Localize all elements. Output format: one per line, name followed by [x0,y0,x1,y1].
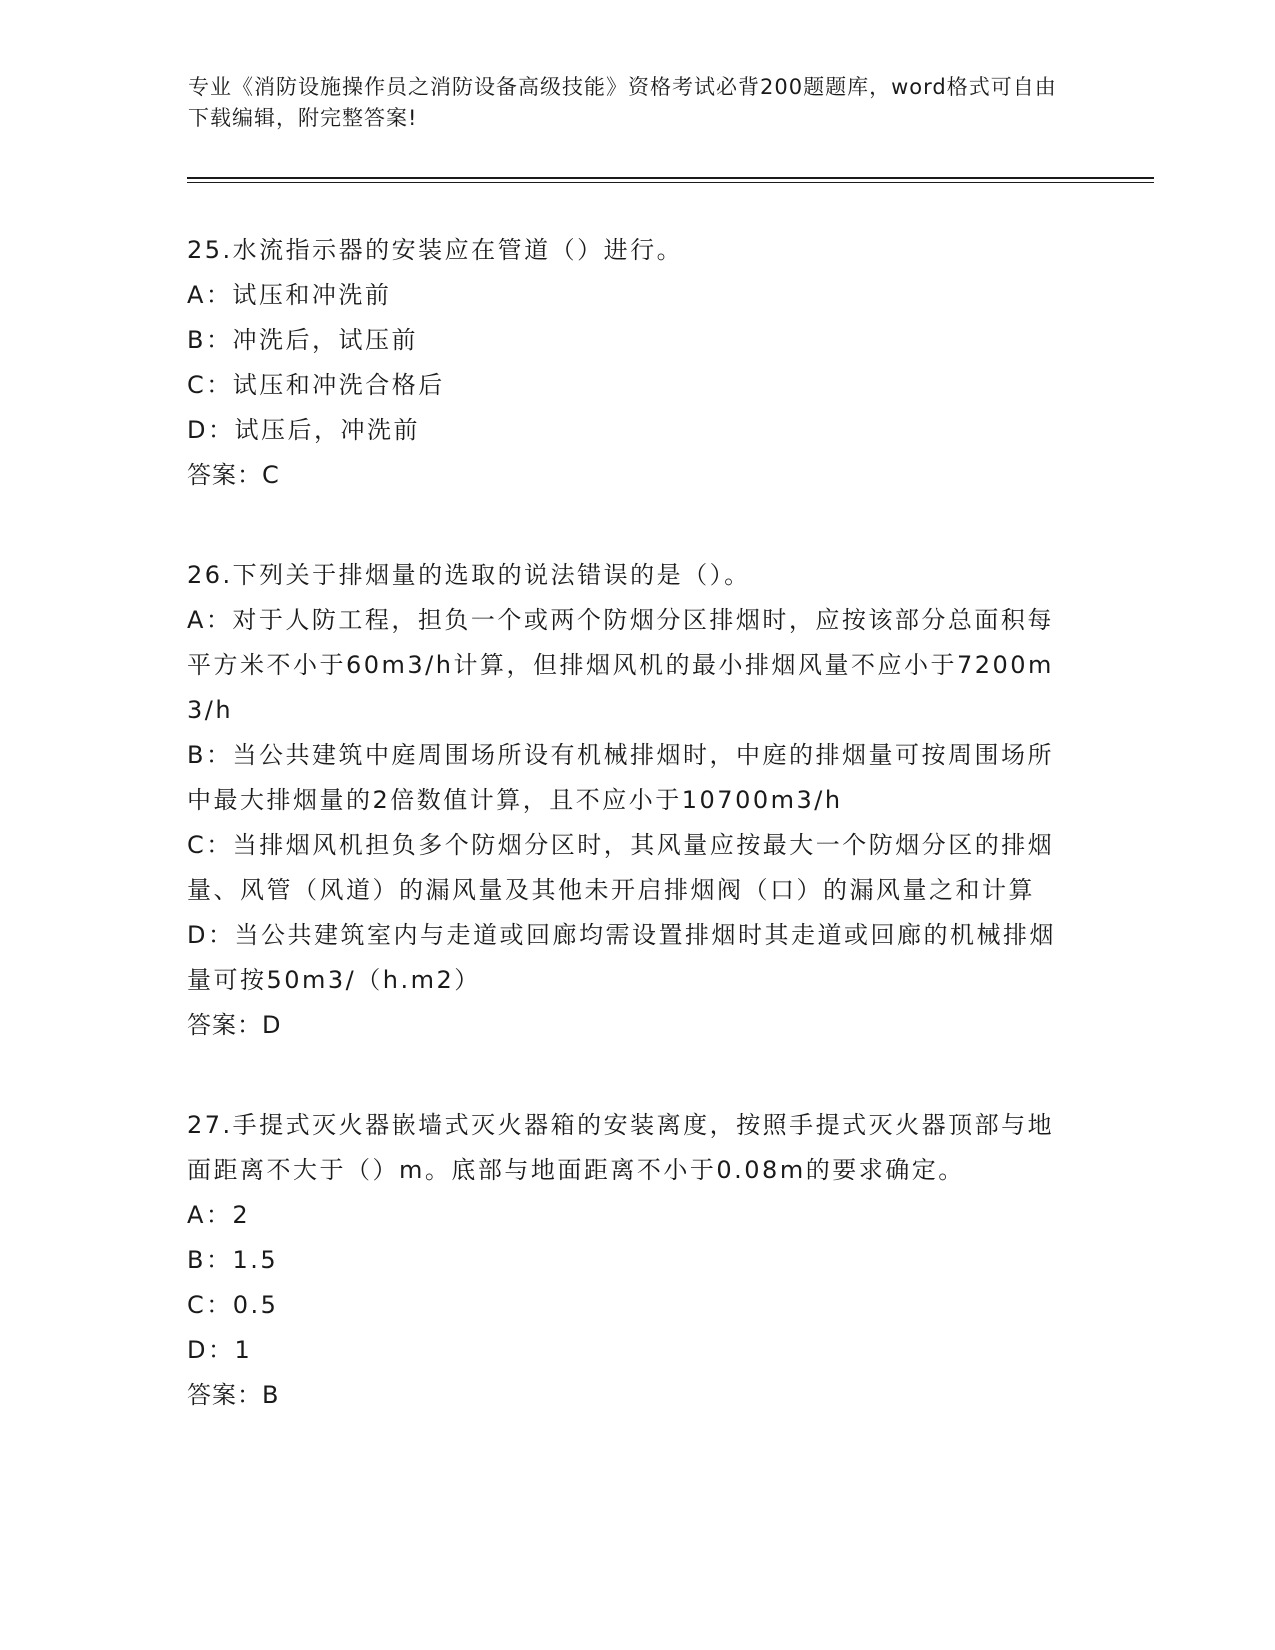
option-c: C：0.5 [187,1291,279,1319]
option-a: A：对于人防工程，担负一个或两个防烟分区排烟时，应按该部分总面积每平方米不小于60m3/h计算，但排烟风机的最小排烟风量不应小于7200m3/h [187,606,1054,724]
question-25 [187,228,1072,498]
document-header: 专业《消防设施操作员之消防设备高级技能》资格考试必背200题题库，word格式可自由下载编辑，附完整答案! [188,75,1057,130]
question-stem: 27.手提式灭火器嵌墙式灭火器箱的安装离度，按照手提式灭火器顶部与地面距离不大于（）m。底部与地面距离不小于0.08m的要求确定。 [187,1111,1055,1184]
question-27 [187,1103,1072,1418]
answer: 答案：D [187,1011,282,1039]
question-stem: 25.水流指示器的安装应在管道（）进行。 [187,236,684,264]
header-divider-thin [187,182,1154,183]
question-list [187,228,1072,1473]
question-26 [187,553,1072,1048]
option-a: A：试压和冲洗前 [187,281,392,309]
option-d: D：1 [187,1336,253,1364]
option-a: A：2 [187,1201,251,1229]
option-c: C：试压和冲洗合格后 [187,371,445,399]
answer: 答案：B [187,1381,280,1409]
option-b: B：冲洗后，试压前 [187,326,418,354]
option-d: D：试压后，冲洗前 [187,416,420,444]
option-b: B：1.5 [187,1246,279,1274]
option-c: C：当排烟风机担负多个防烟分区时，其风量应按最大一个防烟分区的排烟量、风管（风道）的漏风量及其他未开启排烟阀（口）的漏风量之和计算 [187,831,1055,904]
header-divider-thick [187,177,1154,179]
answer: 答案：C [187,461,280,489]
option-d: D：当公共建筑室内与走道或回廊均需设置排烟时其走道或回廊的机械排烟量可按50m3/（h.m2） [187,921,1056,994]
option-b: B：当公共建筑中庭周围场所设有机械排烟时，中庭的排烟量可按周围场所中最大排烟量的2倍数值计算，且不应小于10700m3/h [187,741,1054,814]
question-stem: 26.下列关于排烟量的选取的说法错误的是（）。 [187,561,751,589]
